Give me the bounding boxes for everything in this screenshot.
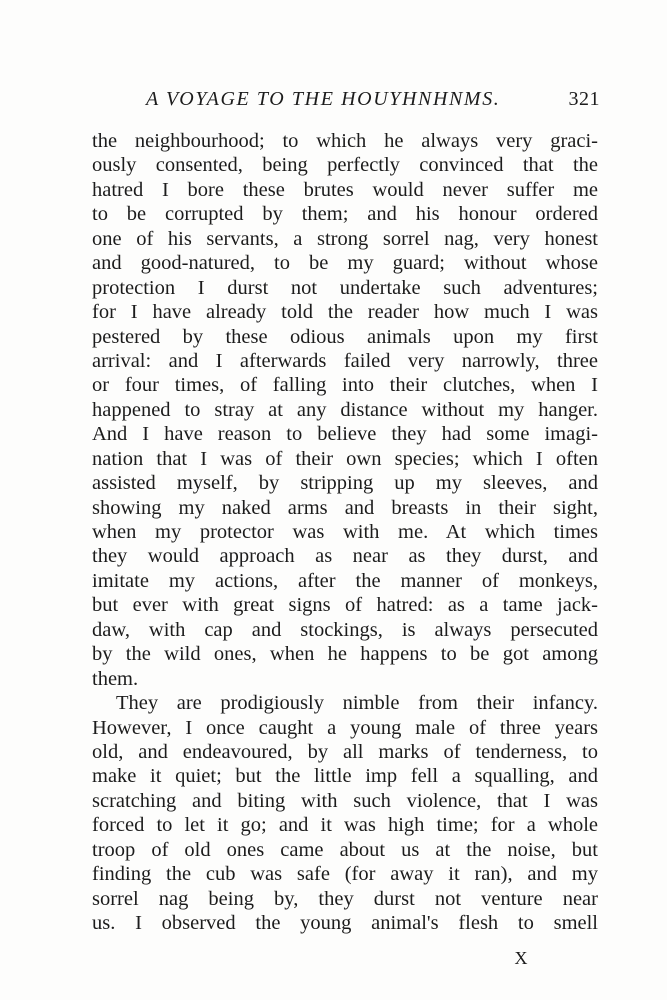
text-line: to be corrupted by them; and his honour ordered [92,203,598,226]
text-line: troop of old ones came about us at the noise, but [92,838,598,861]
text-line: us. I observed the young animal's flesh to smell [92,912,598,934]
text-line: ously consented, being perfectly convinced that the [92,154,598,177]
paragraph-2 [92,691,598,935]
running-title: A VOYAGE TO THE HOUYHNHNMS. [146,88,501,110]
text-line: or four times, of falling into their clutches, when I [92,374,598,397]
text-line: sorrel nag being by, they durst not venture near [92,887,598,910]
text-line: arrival: and I afterwards failed very narrowly, three [92,349,598,372]
text-line: for I have already told the reader how much I was [92,301,598,324]
text-line: one of his servants, a strong sorrel nag, very honest [92,227,598,250]
text-line: daw, with cap and stockings, is always persecuted [92,618,598,641]
text-line: nation that I was of their own species; which I often [92,447,598,470]
page-number: 321 [568,88,600,110]
signature-mark [0,948,667,969]
text-line: imitate my actions, after the manner of monkeys, [92,569,598,592]
body-text [92,129,598,935]
text-line: by the wild ones, when he happens to be got among [92,643,598,666]
text-line: the neighbourhood; to which he always very graci- [92,130,598,152]
text-line: and good-natured, to be my guard; without whose [92,252,598,275]
signature-mark-text: X [514,948,529,968]
text-line: happened to stray at any distance without my hanger. [92,398,598,421]
text-line: protection I durst not undertake such adventures; [92,276,598,299]
text-line: showing my naked arms and breasts in their sight, [92,496,598,519]
text-line: them. [92,667,139,690]
text-line: pestered by these odious animals upon my first [92,325,598,348]
text-line: However, I once caught a young male of three years [92,716,598,739]
text-line: And I have reason to believe they had some imagi- [92,423,598,446]
text-line: make it quiet; but the little imp fell a squalling, and [92,765,598,788]
text-line: they would approach as near as they durst, and [92,545,598,568]
text-line: when my protector was with me. At which times [92,521,598,543]
text-line: scratching and biting with such violence, that I was [92,789,598,812]
text-line: hatred I bore these brutes would never suffer me [92,178,598,201]
running-head [92,88,600,114]
paragraph-1 [92,129,598,691]
text-line: assisted myself, by stripping up my sleeves, and [92,472,598,495]
text-line: but ever with great signs of hatred: as a tame jack- [92,594,598,617]
text-line: old, and endeavoured, by all marks of tenderness, to [92,740,598,763]
text-line: finding the cub was safe (for away it ran), and my [92,863,598,886]
text-line: forced to let it go; and it was high time; for a whole [92,814,598,837]
text-line: They are prodigiously nimble from their infancy. [116,692,598,715]
